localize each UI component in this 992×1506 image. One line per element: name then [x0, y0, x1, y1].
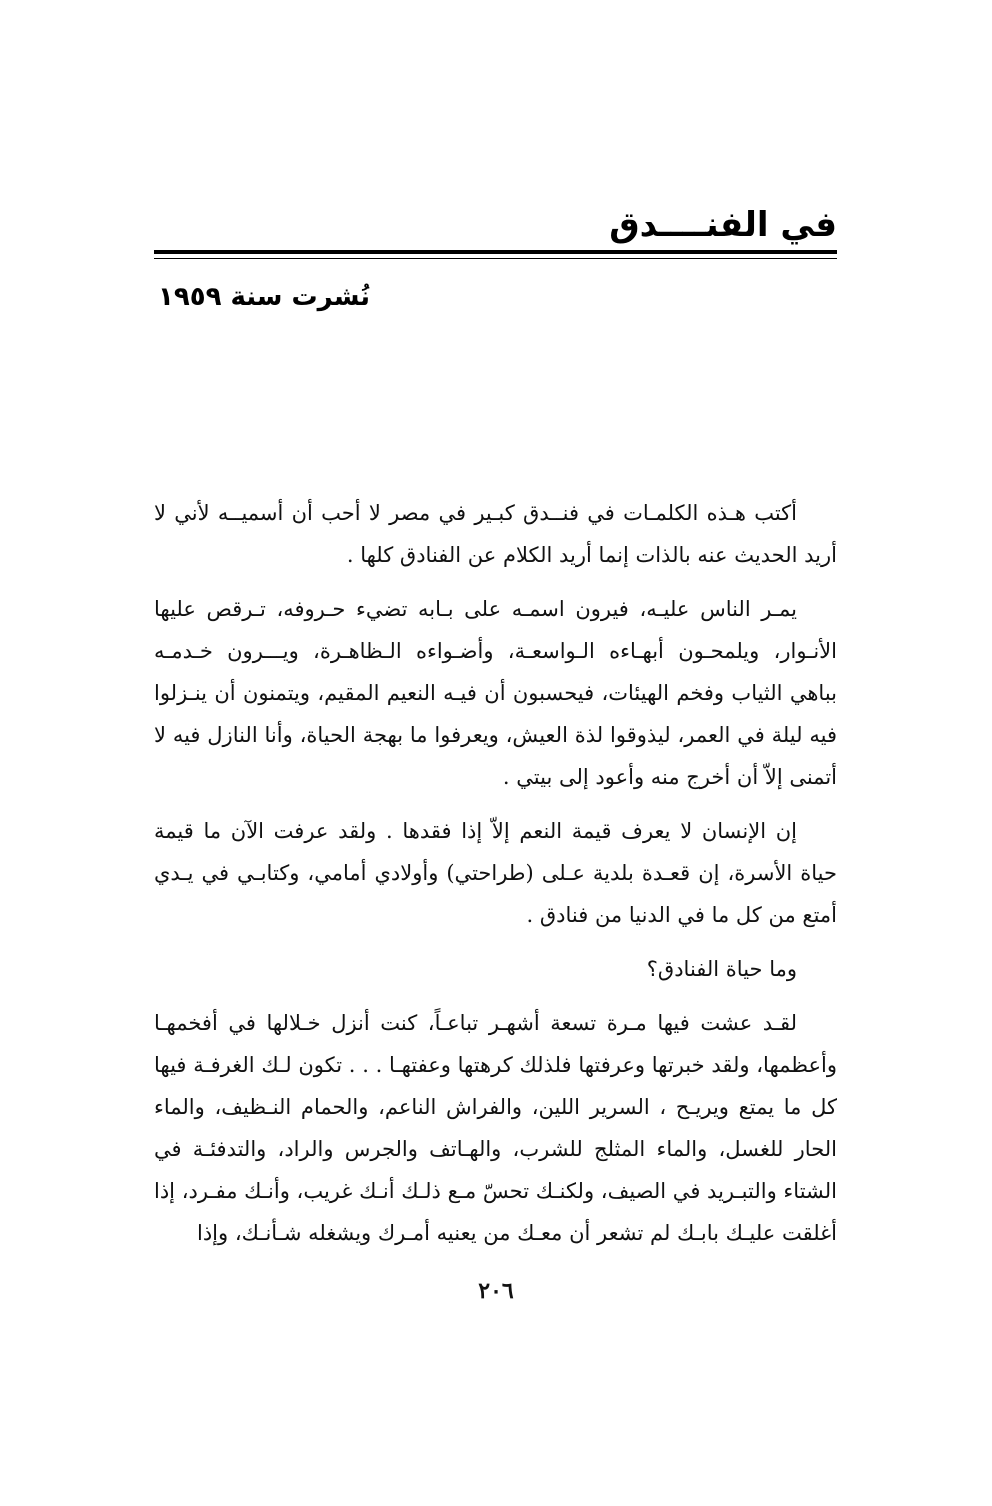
title-divider-thick [154, 250, 837, 254]
paragraph: لقـد عشت فيها مـرة تسعة أشهـر تباعـاً، كنت أنزل خـلالها في أفخمهـا وأعظمها، ولقد خبرتها وعرفتها فلذلك كرهتها وعفتهـا . . . تكون لـك الغرفـة فيها كل ما يمتع ويريـح ، السرير اللين، والفراش الناعم، والحمام النـظيف، والماء الحار للغسل، والماء المثلج للشرب، والهـاتف والجرس والراد، والتدفئـة في الشتاء والتبـريد في الصيف، ولكنـك تحسّ مـع ذلـك أنـك غريب، وأنـك مفـرد، إذا أغلقت عليـك بابـك لم تشعر أن معـك من يعنيه أمـرك ويشغله شـأنـك، وإذا [154, 1011, 837, 1245]
chapter-title: في الفنــــدق [609, 205, 837, 245]
paragraph: إن الإنسان لا يعرف قيمة النعم إلاّ إذا فقدها . ولقد عرفت الآن ما قيمة حياة الأسرة، إن قعـدة بلدية عـلى (طراحتي) وأولادي أمامي، وكتابـي في يـدي أمتع من كل ما في الدنيا من فنادق . [154, 819, 837, 927]
paragraph: وما حياة الفنادق؟ [646, 957, 797, 981]
body-text [154, 492, 837, 1266]
paragraph: يمـر الناس عليـه، فيرون اسمـه على بـابه تضيء حـروفه، تـرقص عليها الأنـوار، ويلمحـون أبهـاءه الـواسعـة، وأضـواءه الـظاهـرة، ويـــرون خـدمـه بباهي الثياب وفخم الهيئات، فيحسبون أن فيـه النعيم المقيم، ويتمنون أن ينـزلوا فيه ليلة في العمر، ليذوقوا لذة العيش، ويعرفوا ما بهجة الحياة، وأنا النازل فيه لا أتمنى إلاّ أن أخرج منه وأعود إلى بيتي . [154, 597, 837, 789]
publication-note: نُشرت سنة ١٩٥٩ [158, 282, 371, 312]
page-number: ٢٠٦ [478, 1278, 514, 1304]
title-divider-thin [154, 258, 837, 259]
paragraph: أكتب هـذه الكلمـات في فنــدق كبـير في مصر لا أحب أن أسميــه لأني لا أريد الحديث عنه بالذات إنما أريد الكلام عن الفنادق كلها . [154, 501, 837, 567]
